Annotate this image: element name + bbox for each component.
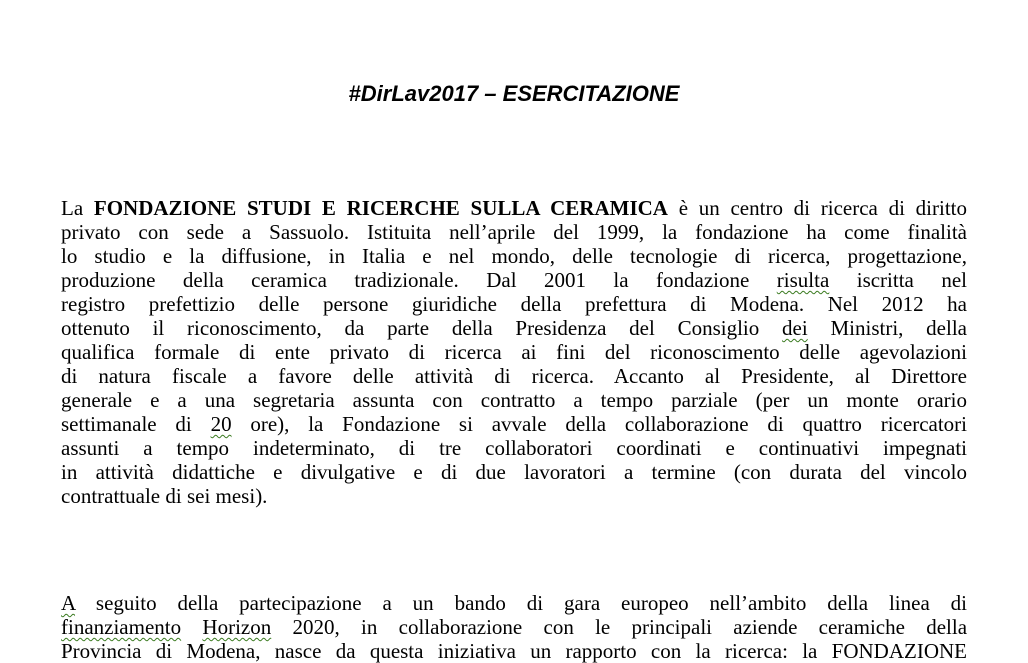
- line-text: iscritta nel: [829, 268, 967, 292]
- paragraph-line: generale e a una segretaria assunta con contratto a tempo parziale (per un monte orario: [61, 388, 967, 412]
- paragraph-line: in attività didattiche e divulgative e di due lavoratori a termine (con durata del vincolo: [61, 460, 967, 484]
- line-text: ottenuto il riconoscimento, da parte della Presidenza del Consiglio: [61, 316, 783, 340]
- line-text: 2020, in collaborazione con le principali aziende ceramiche della: [271, 615, 968, 639]
- line-text: Ministri, della: [807, 316, 967, 340]
- spellcheck-flagged-word[interactable]: risulta: [776, 268, 830, 292]
- spellcheck-flagged-word[interactable]: finanziamento: [61, 615, 182, 639]
- paragraph-line: di natura fiscale a favore delle attività di ricerca. Accanto al Presidente, al Direttore: [61, 364, 967, 388]
- paragraph-2: [61, 591, 967, 663]
- paragraph-line: qualifica formale di ente privato di ricerca ai fini del riconoscimento delle agevolazioni: [61, 340, 967, 364]
- paragraph-line: [61, 268, 967, 292]
- paragraph-1: [61, 196, 967, 508]
- spellcheck-flagged-word[interactable]: A: [61, 591, 76, 615]
- line-text: seguito della partecipazione a un bando di gara europeo nell’ambito della linea di: [75, 591, 967, 615]
- foundation-name: FONDAZIONE STUDI E RICERCHE SULLA CERAMICA: [93, 196, 668, 220]
- paragraph-line: [61, 591, 967, 615]
- paragraph-line: lo studio e la diffusione, in Italia e nel mondo, delle tecnologie di ricerca, progettazione,: [61, 244, 967, 268]
- paragraph-line: [61, 316, 967, 340]
- line-text: produzione della ceramica tradizionale. Dal 2001 la fondazione: [61, 268, 777, 292]
- paragraph-line: [61, 412, 967, 436]
- spellcheck-flagged-word[interactable]: Horizon: [202, 615, 272, 639]
- line-text: La: [61, 196, 94, 220]
- paragraph-line: registro prefettizio delle persone giuridiche della prefettura di Modena. Nel 2012 ha: [61, 292, 967, 316]
- spellcheck-flagged-word[interactable]: dei: [782, 316, 808, 340]
- line-text: [181, 615, 202, 639]
- line-text: ore), la Fondazione si avvale della collaborazione di quattro ricercatori: [231, 412, 967, 436]
- spellcheck-flagged-word[interactable]: 20: [210, 412, 232, 436]
- paragraph-line: contrattuale di sei mesi).: [61, 484, 268, 508]
- line-text: è un centro di ricerca di diritto: [667, 196, 967, 220]
- paragraph-line: [61, 615, 967, 639]
- paragraph-line: privato con sede a Sassuolo. Istituita nell’aprile del 1999, la fondazione ha come finalità: [61, 220, 967, 244]
- paragraph-line: [61, 196, 967, 220]
- paragraph-line: assunti a tempo indeterminato, di tre collaboratori coordinati e continuativi impegnati: [61, 436, 967, 460]
- paragraph-line: Provincia di Modena, nasce da questa iniziativa un rapporto con la ricerca: la FONDAZIONE: [61, 639, 967, 663]
- line-text: settimanale di: [61, 412, 211, 436]
- document-title: #DirLav2017 – ESERCITAZIONE: [348, 81, 680, 106]
